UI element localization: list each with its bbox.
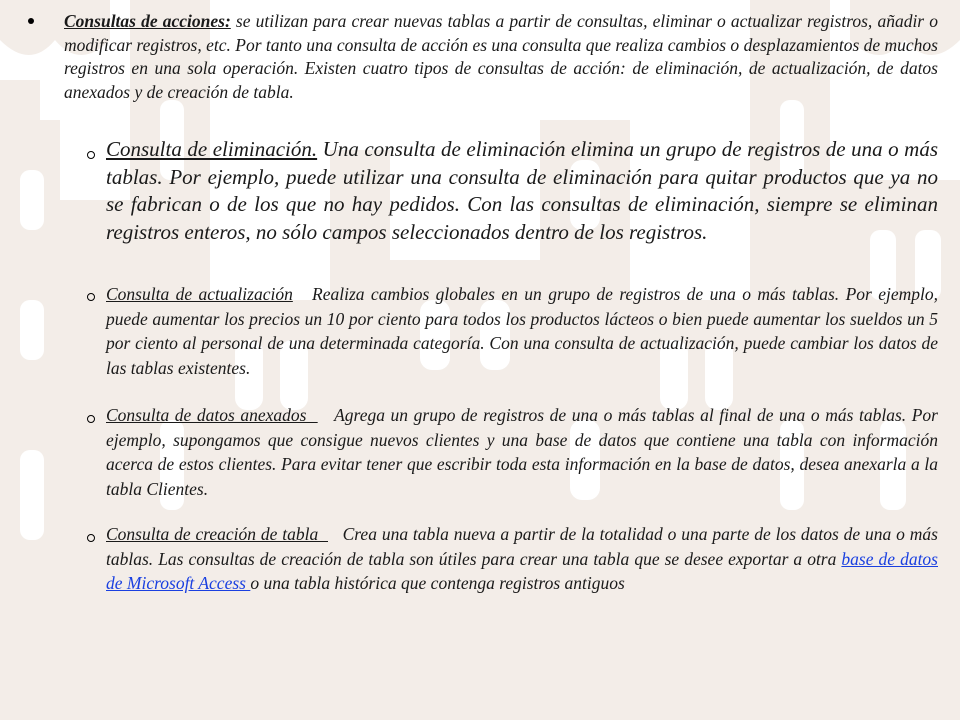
sub-bullet-marker: [87, 415, 95, 423]
access-link[interactable]: base de datos de Microsoft Access: [106, 548, 938, 594]
main-term: Consultas de acciones:: [64, 11, 231, 31]
sub-item-title: Consulta de actualización: [106, 284, 293, 304]
sub-item-title: Consulta de eliminación.: [106, 137, 318, 161]
sub-item-eliminacion: [106, 136, 938, 246]
main-list-item: [64, 10, 938, 104]
sub-bullet-marker: [87, 151, 95, 159]
sub-item-text: Una consulta de eliminación elimina un grupo de registros de una o más tablas. Por ejemplo, puede utilizar una consulta de eliminación para quitar productos que ya no se fabrican o de los que no hay pedidos. Con las consultas de eliminación, siempre se eliminan registros enteros, no sólo campos seleccionados dentro de los registros.: [106, 137, 938, 244]
sub-item-title: Consulta de creación de tabla: [106, 524, 328, 544]
sub-item-actualizacion: [106, 282, 943, 380]
bullet-marker: [28, 18, 34, 24]
main-description: se utilizan para crear nuevas tablas a partir de consultas, eliminar o actualizar registros, añadir o modificar registros, etc. Por tanto una consulta de acción es una consulta que realiza cambios o desplazamientos de muchos registros en una sola operación. Existen cuatro tipos de consultas de acción: de eliminación, de actualización, de datos anexados y de creación de tabla.: [64, 11, 938, 102]
sub-bullet-marker: [87, 534, 95, 542]
sub-item-text-after: o una tabla histórica que contenga registros antiguos: [250, 573, 625, 594]
sub-item-text: Agrega un grupo de registros de una o más tablas al final de una o más tablas. Por ejemplo, supongamos que consigue nuevos clientes y una base de datos que contiene una tabla con información acerca de estos clientes. Para evitar tener que escribir toda esta información en la base de datos, desea anexarla a la tabla Clientes.: [106, 405, 943, 499]
sub-bullet-marker: [87, 293, 95, 301]
sub-item-creacion-tabla: [106, 522, 943, 596]
sub-item-datos-anexados: [106, 403, 943, 501]
sub-item-text: Realiza cambios globales en un grupo de registros de una o más tablas. Por ejemplo, puede aumentar los precios un 10 por ciento para todos los productos lácteos o bien puede aumentar los sueldos un 5 por ciento al personal de una determinada categoría. Con una consulta de actualización, puede cambiar los datos de las tablas existentes.: [106, 284, 943, 378]
sub-item-text: Crea una tabla nueva a partir de la totalidad o una parte de los datos de una o más tablas. Las consultas de creación de tabla son útiles para crear una tabla que se desee exportar a otra: [106, 524, 943, 569]
sub-item-title: Consulta de datos anexados: [106, 405, 318, 425]
